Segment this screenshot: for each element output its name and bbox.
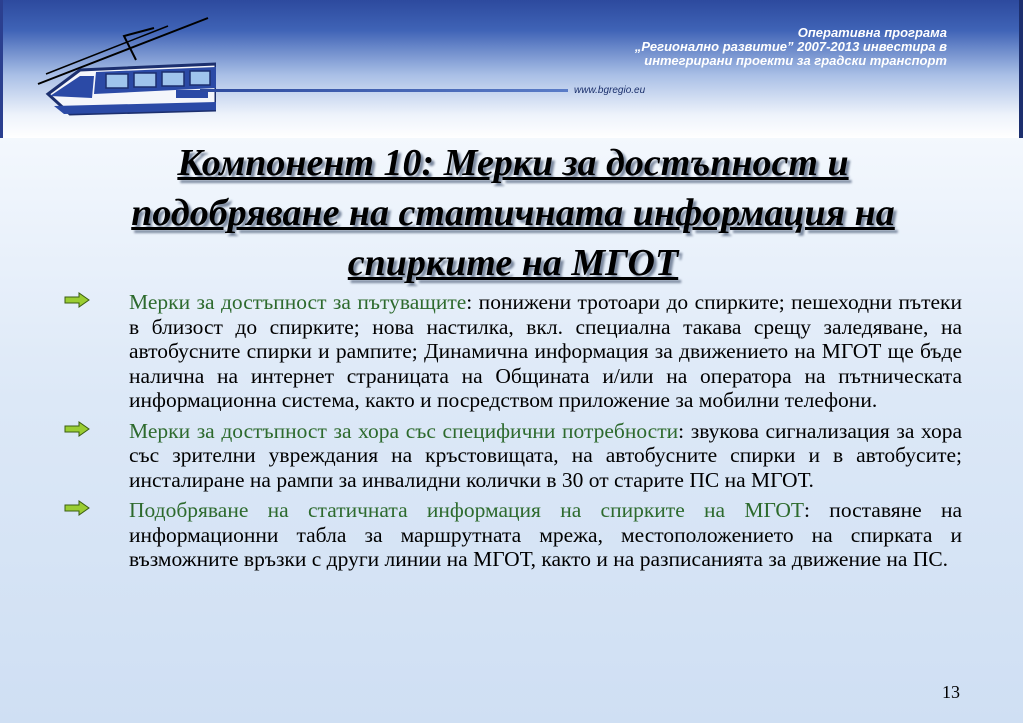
item-heading: Мерки за достъпност за хора със специфични потребности bbox=[129, 418, 679, 443]
bullet-list bbox=[64, 290, 962, 578]
item-heading: Мерки за достъпност за пътуващите bbox=[129, 290, 467, 314]
header-right-border bbox=[1019, 0, 1023, 138]
list-item bbox=[64, 498, 962, 572]
list-item bbox=[64, 290, 962, 413]
arrow-bullet-icon bbox=[64, 292, 90, 308]
website-link[interactable]: www.bgregio.eu bbox=[574, 85, 646, 96]
header-left-border bbox=[0, 0, 3, 138]
header-rule bbox=[200, 89, 568, 92]
item-text: : звукова сигнализация за хора със зрителни увреждания на кръстовищата, на автобусните спирки и в автобусите; инсталиране на рампи за инвалидни колички в 30 от старите ПС на МГОТ. bbox=[129, 418, 962, 492]
arrow-bullet-icon bbox=[64, 500, 90, 516]
header-banner bbox=[0, 0, 1023, 138]
tram-icon bbox=[36, 14, 216, 124]
item-text: : понижени тротоари до спирките; пешеходни пътеки в близост до спирките; нова настилка, вкл. специална такава срещу заледяване, на автобусните спирки и рампите; Динамична информация за движението на МГОТ ще бъде налична на интернет страницата на Общината и/или на оператора на пътническата информационна система, както и посредством приложение за мобилни телефони. bbox=[129, 290, 962, 412]
item-heading: Подобряване на статичната информация на спирките на МГОТ bbox=[129, 498, 805, 522]
slide-title: Компонент 10: Мерки за достъпност и подобряване на статичната информация на спирките на МГОТ bbox=[131, 142, 895, 284]
arrow-bullet-icon bbox=[64, 421, 90, 437]
program-line-3: интегрирани проекти за градски транспорт bbox=[644, 53, 947, 68]
program-title bbox=[517, 26, 947, 68]
item-text: : поставяне на информационни табла за маршрутната мрежа, местоположението на спирката и възможните връзки с други линии на МГОТ, както и на разписанията за движение на ПС. bbox=[129, 498, 962, 571]
list-item bbox=[64, 419, 962, 493]
program-line-1: Оперативна програма bbox=[797, 25, 947, 40]
program-line-2: „Регионално развитие” 2007-2013 инвестира в bbox=[634, 39, 947, 54]
page-number: 13 bbox=[942, 682, 960, 702]
